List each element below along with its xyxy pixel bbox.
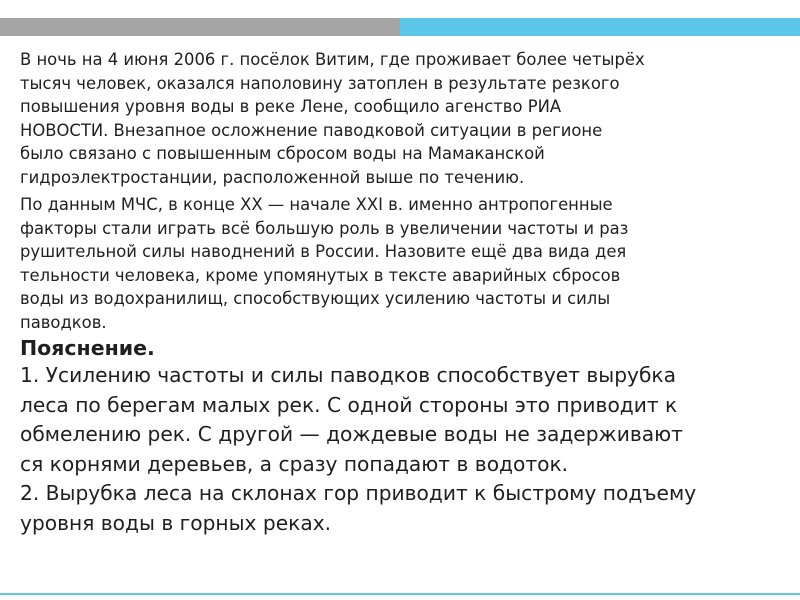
- text-line: По данным МЧС, в конце XX — начале XXI в. именно антропогенные: [20, 195, 613, 214]
- explanation-line: обмелению рек. С другой — дождевые воды не задерживают: [20, 422, 683, 446]
- text-line: В ночь на 4 июня 2006 г. посёлок Витим, где проживает более четырёх: [20, 50, 645, 69]
- text-line: НОВОСТИ. Внезапное осложнение паводковой ситуации в регионе: [20, 120, 603, 140]
- explanation-heading: Пояснение.: [20, 336, 155, 360]
- text-line: гидроэлектростанции, расположенной выше по течению.: [20, 167, 525, 187]
- explanation-line: ся корнями деревьев, а сразу попадают в водоток.: [20, 451, 569, 476]
- header-accent-bar-dark: [0, 18, 400, 36]
- explanation-line: леса по берегам малых рек. С одной стороны это приводит к: [20, 392, 678, 417]
- question-paragraph-2: [20, 193, 790, 334]
- text-line: факторы стали играть всё большую роль в увеличении частоты и раз: [20, 218, 629, 238]
- text-line: повышения уровня воды в реке Лене, сообщило агенство РИА: [20, 97, 562, 116]
- explanation-line: 1. Усилению частоты и силы паводков способствует вырубка: [20, 363, 676, 387]
- text-line: тельности человека, кроме упомянутых в тексте аварийных сбросов: [20, 265, 621, 285]
- text-line: рушительной силы наводнений в России. Назовите ещё два вида дея: [20, 242, 627, 261]
- text-line: воды из водохранилищ, способствующих усилению частоты и силы: [20, 289, 611, 308]
- question-paragraph-1: [20, 48, 790, 189]
- text-line: было связано с повышенным сбросом воды на Мамаканской: [20, 144, 545, 163]
- explanation-line: уровня воды в горных реках.: [20, 510, 332, 535]
- text-line: паводков.: [20, 312, 107, 332]
- explanation-text: [20, 361, 790, 538]
- slide-content: [20, 48, 790, 538]
- explanation-line: 2. Вырубка леса на склонах гор приводит к быстрому подъему: [20, 481, 697, 505]
- text-line: тысяч человек, оказался наполовину затоплен в результате резкого: [20, 73, 620, 93]
- footer-accent-line: [0, 593, 800, 595]
